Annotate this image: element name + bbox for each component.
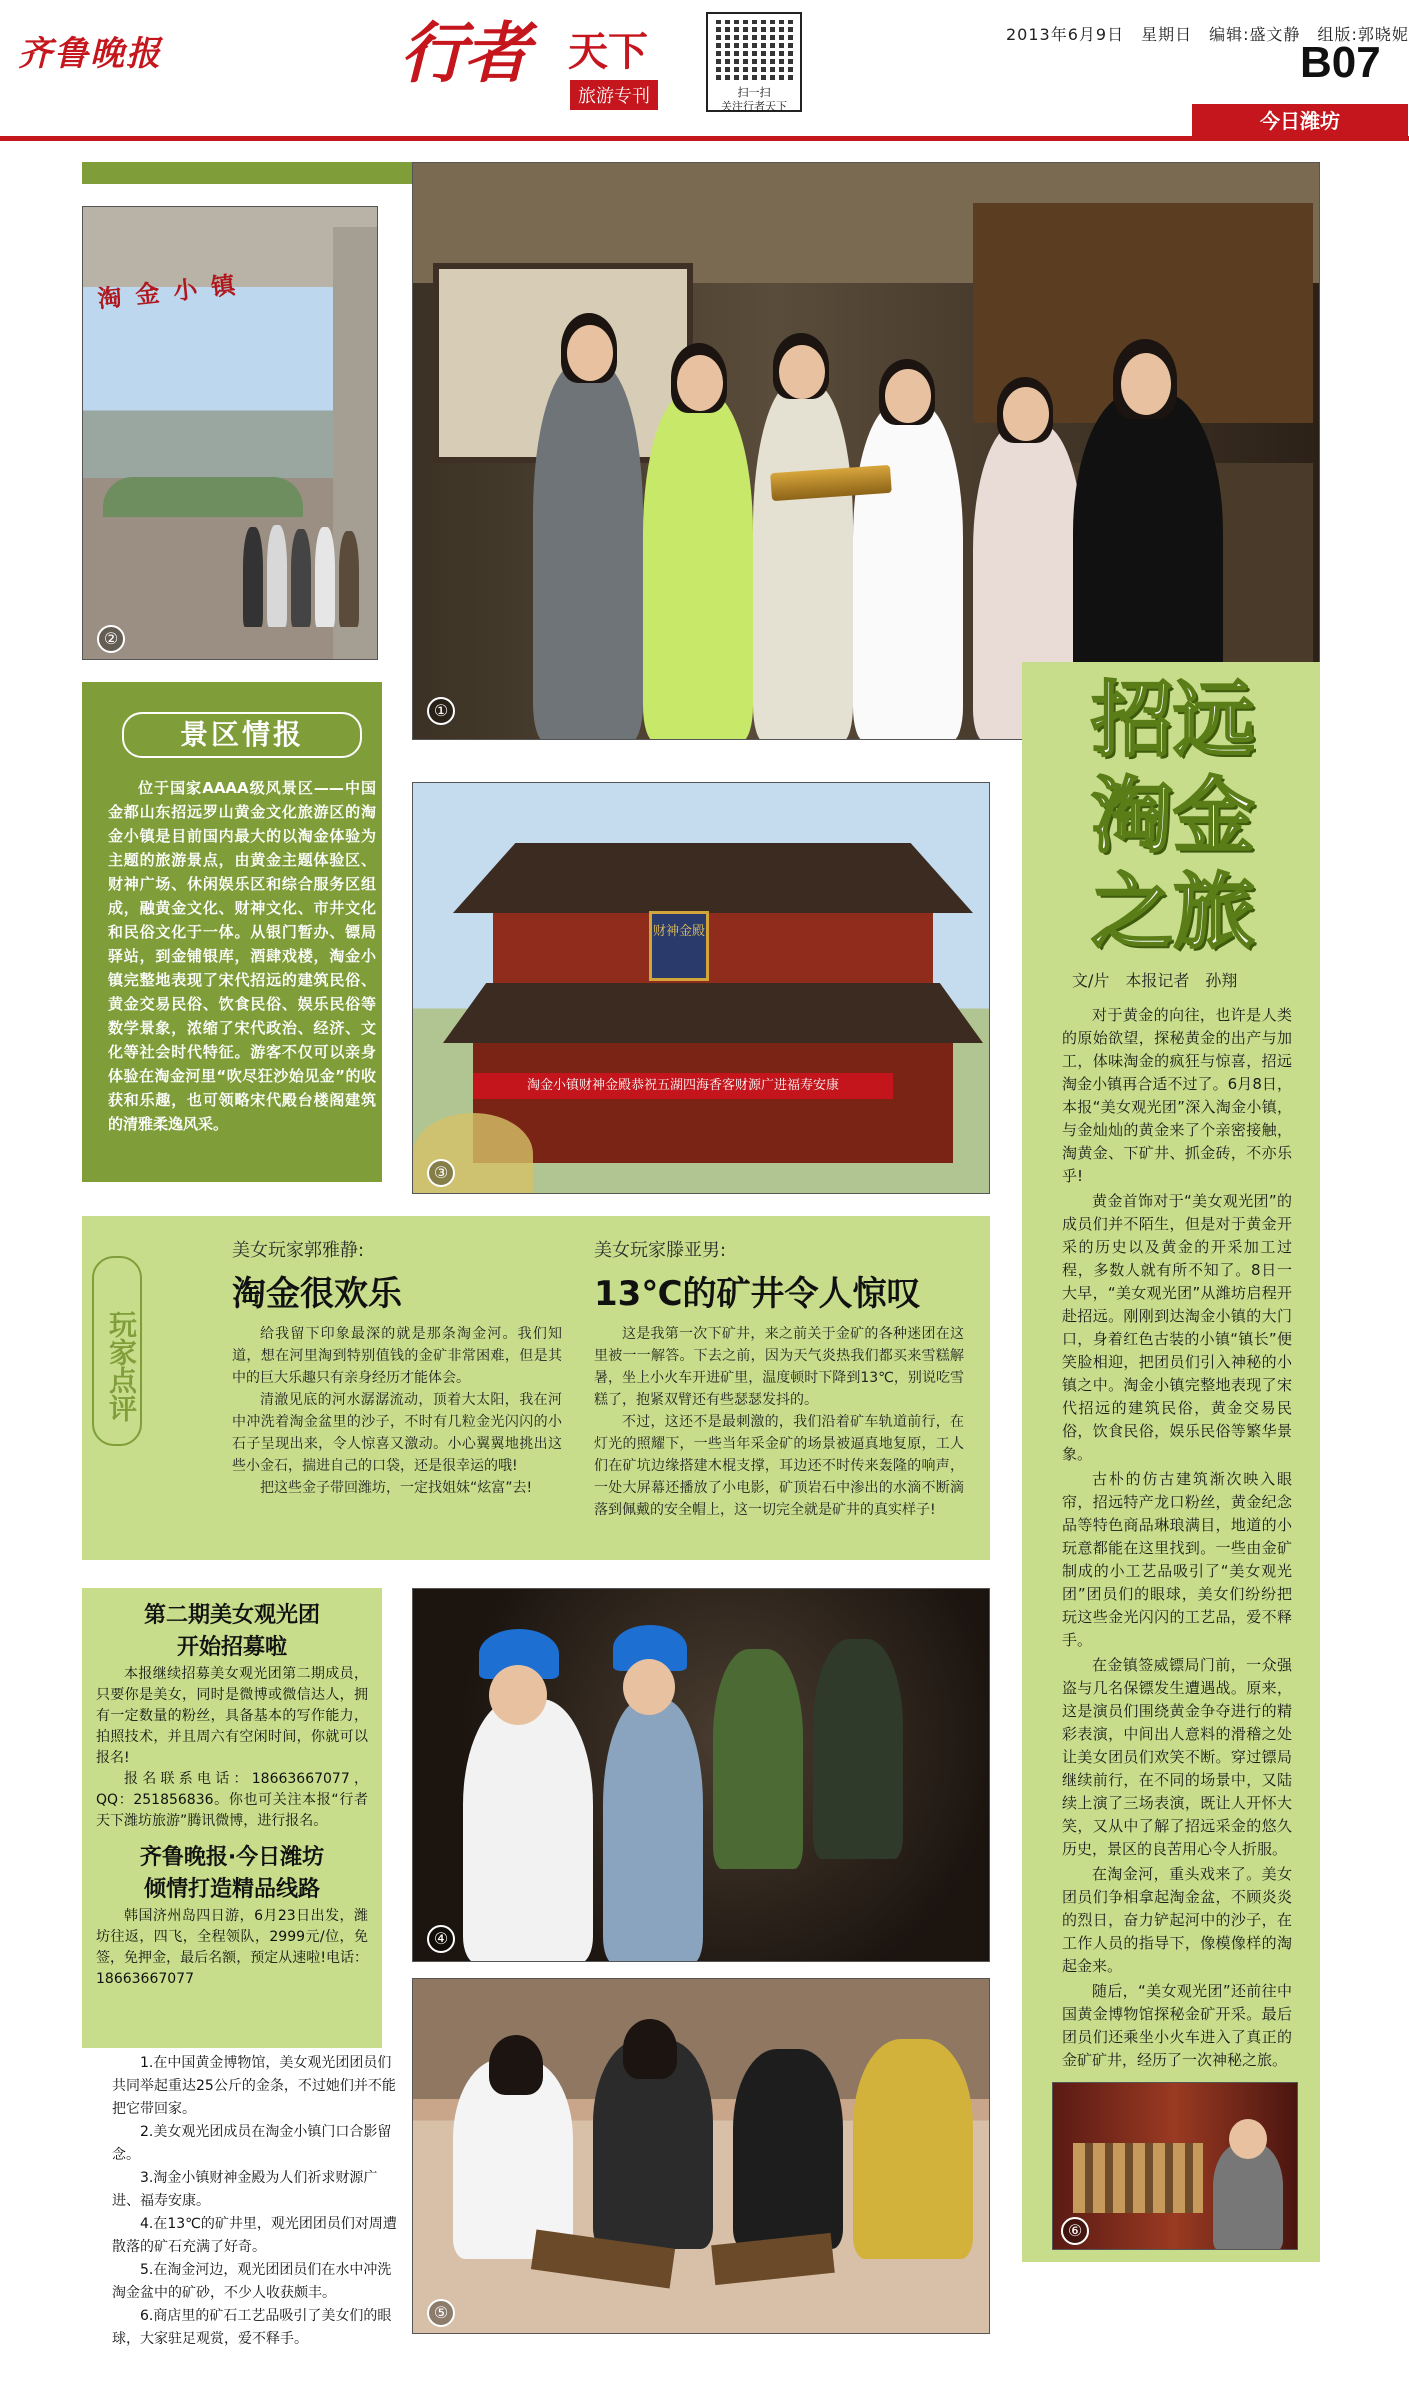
- photo-4-mine: [412, 1588, 990, 1962]
- review-paragraph: 这是我第一次下矿井，来之前关于金矿的各种迷团在这里被一一解答。下去之前，因为天气炎热我们都买来雪糕解暑，坐上小火车开进矿里，温度顿时下降到13℃，别说吃雪糕了，抱紧双臂还有些瑟瑟发抖的。: [594, 1326, 964, 1408]
- info-box-title: 景区情报: [122, 712, 362, 758]
- section-tag: 今日潍坊: [1192, 104, 1408, 138]
- photo-number: ③: [427, 1159, 455, 1187]
- caption-item: 3.淘金小镇财神金殿为人们祈求财源广进、福寿安康。: [112, 2170, 378, 2209]
- headline-line-1: 招远: [1090, 672, 1255, 768]
- headline-line-2: 淘金: [1090, 768, 1255, 864]
- info-box-body: 位于国家AAAA级风景区——中国金都山东招远罗山黄金文化旅游区的淘金小镇是目前国内最大的以淘金体验为主题的旅游景点，由黄金主题体验区、财神广场、休闲娱乐区和综合服务区组成，融黄金文化、财神文化、市井文化和民俗文化于一体。从银门暂办、镖局驿站，到金铺银库，酒肆戏楼，淘金小镇完整地表现了宋代招远的建筑民俗、黄金交易民俗、饮食民俗、娱乐民俗等数学景象，浓缩了宋代政治、经济、文化等社会时代特征。游客不仅可以亲身体验在淘金河里“吹尽狂沙始见金”的收获和乐趣，也可领略宋代殿台楼阁建筑的清雅柔逸风采。: [108, 779, 376, 1133]
- photo-2-gate: [82, 206, 378, 660]
- recruit-paragraph: 报名联系电话：18663667077，QQ：251856836。你也可关注本报“行者天下潍坊旅游”腾讯微博，进行报名。: [96, 1771, 368, 1829]
- photo-captions: [112, 2052, 402, 2351]
- recruit-paragraph: 本报继续招募美女观光团第二期成员，只要你是美女，同时是微博或微信达人，拥有一定数量的粉丝，具备基本的写作能力，拍照技术，并且周六有空闲时间，你就可以报名!: [96, 1666, 368, 1766]
- qr-code[interactable]: [706, 12, 802, 112]
- caption-item: 5.在淘金河边，观光团团员们在水中冲洗淘金盆中的矿砂，不少人收获颇丰。: [112, 2262, 392, 2301]
- photo-1-gold-bar: [412, 162, 1320, 740]
- photo-number: ⑤: [427, 2299, 455, 2327]
- photo-number: ⑥: [1061, 2217, 1089, 2245]
- headline-line-3: 之旅: [1090, 864, 1255, 960]
- issue-meta: 2013年6月9日 星期日 编辑:盛文静 组版:郭晓妮: [1006, 25, 1409, 44]
- recruit-title: 开始招募啦: [176, 1635, 287, 1660]
- photo-6-shop: [1052, 2082, 1298, 2250]
- photo-number: ①: [427, 697, 455, 725]
- caption-item: 4.在13℃的矿井里，观光团团员们对周遭散落的矿石充满了好奇。: [112, 2216, 397, 2255]
- qr-caption-2: 关注行者天下: [721, 100, 787, 113]
- recruit-title: 第二期美女观光团: [143, 1603, 320, 1628]
- photo-number: ②: [97, 625, 125, 653]
- article-paragraph: 随后，“美女观光团”还前往中国黄金博物馆探秘金矿开采。最后团员们还乘坐小火车进入了真正的金矿矿井，经历了一次神秘之旅。: [1062, 1982, 1292, 2069]
- promo-paragraph: 韩国济州岛四日游，6月23日出发，潍坊往返，四飞，全程领队，2999元/位，免签，免押金，最后名额，预定从速啦!电话：18663667077: [96, 1908, 368, 1987]
- main-article: [1022, 662, 1320, 2262]
- newspaper-logo: 齐鲁晚报: [18, 34, 162, 74]
- recruit-box: [82, 1588, 382, 2048]
- brand-title: 行者: [400, 14, 528, 92]
- photo-number: ④: [427, 1925, 455, 1953]
- review-paragraph: 给我留下印象最深的就是那条淘金河。我们知道，想在河里淘到特别值钱的金矿非常困难，但是其中的巨大乐趣只有亲身经历才能体会。: [232, 1326, 562, 1386]
- accent-bar: [82, 162, 412, 184]
- article-paragraph: 在金镇签威镖局门前，一众强盗与几名保镖发生遭遇战。原来，这是演员们围绕黄金争夺进行的精彩表演，中间出人意料的滑稽之处让美女团员们欢笑不断。穿过镖局继续前行，在不同的场景中，又陆续上演了三场表演，既让人开怀大笑，又从中了解了招远采金的悠久历史，景区的良苦用心令人折服。: [1062, 1656, 1292, 1858]
- byline: 文/片 本报记者 孙翔: [1072, 971, 1238, 990]
- review-paragraph: 清澈见底的河水潺潺流动，顶着大太阳，我在河中冲洗着淘金盆里的沙子，不时有几粒金光闪闪的小石子呈现出来，令人惊喜又激动。小心翼翼地挑出这些小金石，揣进自己的口袋，还是很幸运的哦!: [232, 1392, 562, 1474]
- promo-title: 倾情打造精品线路: [143, 1877, 320, 1902]
- brand-subtitle: 天下: [568, 28, 648, 75]
- caption-item: 2.美女观光团成员在淘金小镇门口合影留念。: [112, 2124, 392, 2163]
- header-rule: [0, 136, 1409, 141]
- promo-title: 齐鲁晚报·今日潍坊: [139, 1845, 325, 1870]
- column-brand: [400, 14, 690, 120]
- gate-inscription: 淘金小镇: [96, 269, 251, 314]
- review-left: [232, 1236, 562, 1499]
- review-author: 美女玩家滕亚男:: [594, 1240, 727, 1261]
- review-paragraph: 不过，这还不是最刺激的，我们沿着矿车轨道前行，在灯光的照耀下，一些当年采金矿的场景被逼真地复原，工人们在矿坑边缘搭建木棍支撑，耳边还不时传来轰隆的响声，一处大屏幕还播放了小电影，矿顶岩石中渗出的水滴不断滴落到佩戴的安全帽上，这一切完全就是矿井的真实样子!: [594, 1414, 964, 1518]
- photo-5-river: [412, 1978, 990, 2334]
- temple-plaque: 财神金殿: [649, 911, 709, 981]
- review-paragraph: 把这些金子带回潍坊，一定找姐妹“炫富”去!: [260, 1480, 533, 1496]
- temple-banner: 淘金小镇财神金殿恭祝五湖四海香客财源广进福寿安康: [473, 1073, 893, 1099]
- info-box: [82, 682, 382, 1182]
- page-number: B07: [1300, 38, 1381, 87]
- player-reviews: [82, 1216, 990, 1560]
- qr-caption: 扫一扫: [737, 86, 771, 99]
- review-title: 淘金很欢乐: [232, 1274, 402, 1314]
- article-body: [1062, 1004, 1292, 2074]
- article-paragraph: 古朴的仿古建筑渐次映入眼帘，招远特产龙口粉丝，黄金纪念品等特色商品琳琅满目，地道的小玩意都能在这里找到。一些由金矿制成的小工艺品吸引了“美女观光团”团员们的眼球，美女们纷纷把玩这些金光闪闪的工艺品，爱不释手。: [1062, 1470, 1292, 1649]
- review-author: 美女玩家郭雅静:: [232, 1240, 365, 1261]
- article-paragraph: 对于黄金的向往，也许是人类的原始欲望，探秘黄金的出产与加工，体味淘金的疯狂与惊喜，招远淘金小镇再合适不过了。6月8日，本报“美女观光团”深入淘金小镇，与金灿灿的黄金来了个亲密接触，淘黄金、下矿井、抓金砖，不亦乐乎!: [1062, 1006, 1292, 1185]
- reviews-label: 玩家点评: [92, 1256, 142, 1446]
- caption-item: 6.商店里的矿石工艺品吸引了美女们的眼球，大家驻足观赏，爱不释手。: [112, 2308, 392, 2347]
- caption-item: 1.在中国黄金博物馆，美女观光团团员们共同举起重达25公斤的金条，不过她们并不能把它带回家。: [112, 2055, 396, 2117]
- brand-tag: 旅游专刊: [570, 80, 658, 110]
- headline: [1058, 672, 1288, 960]
- article-paragraph: 黄金首饰对于“美女观光团”的成员们并不陌生，但是对于黄金开采的历史以及黄金的开采加工过程，多数人就有所不知了。8日一大早，“美女观光团”从潍坊启程开赴招远。刚刚到达淘金小镇的大门口，身着红色古装的小镇“镇长”便笑脸相迎，把团员们引入神秘的小镇之中。淘金小镇完整地表现了宋代招远的建筑民俗，黄金交易民俗，饮食民俗，娱乐民俗等繁华景象。: [1062, 1192, 1292, 1463]
- review-title: 13℃的矿井令人惊叹: [594, 1274, 921, 1314]
- photo-3-temple: [412, 782, 990, 1194]
- recruit-content: [96, 1600, 368, 1990]
- article-paragraph: 在淘金河，重头戏来了。美女团员们争相拿起淘金盆，不顾炎炎的烈日，奋力铲起河中的沙子，在工作人员的指导下，像模像样的淘起金来。: [1062, 1865, 1292, 1975]
- review-right: [594, 1236, 964, 1521]
